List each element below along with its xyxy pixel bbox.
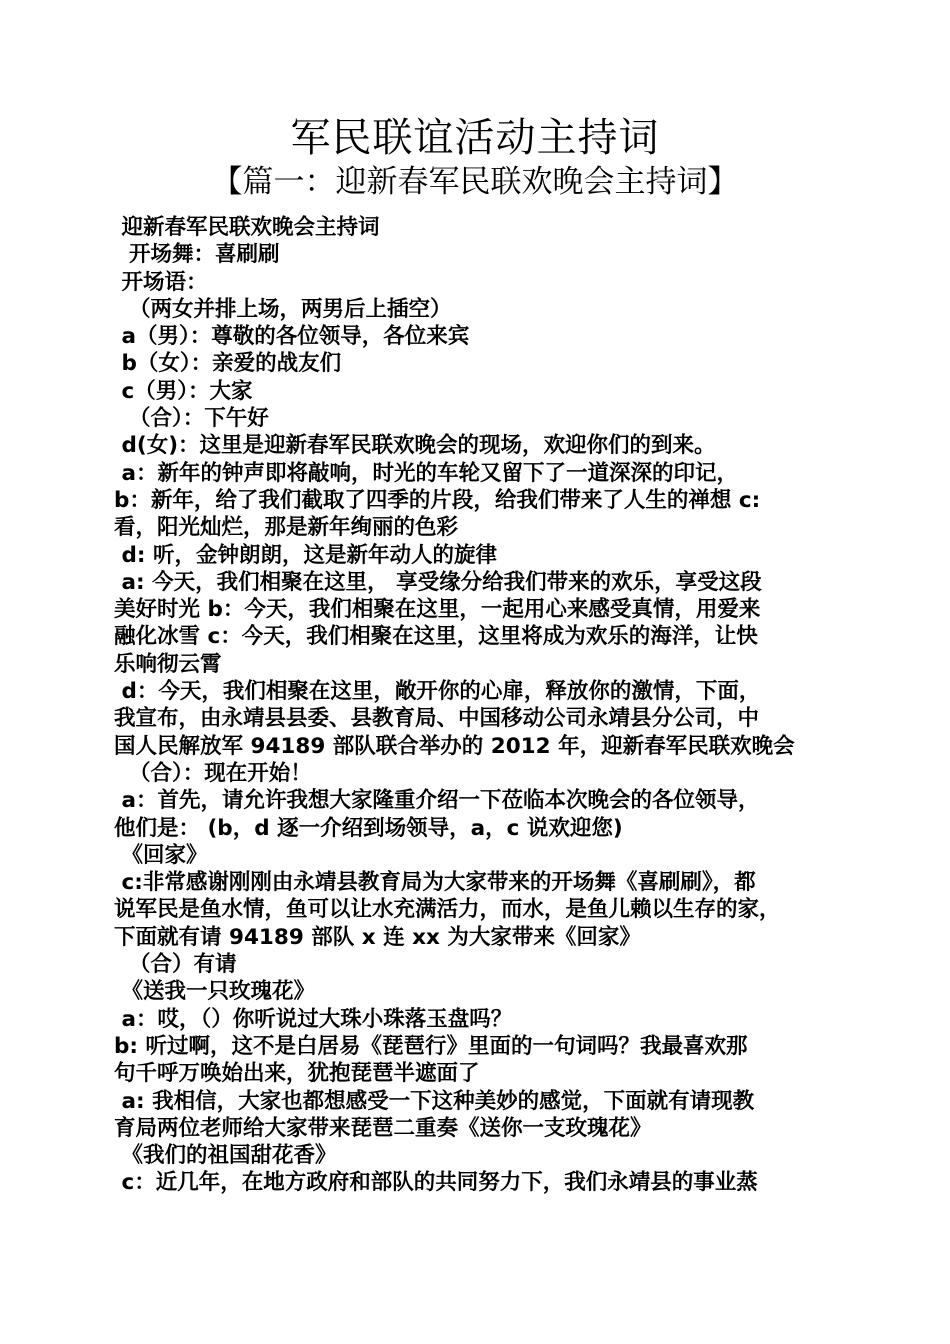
body-line: （合）：下午好: [114, 406, 269, 432]
body-line: 下面就有请 94189 部队 x 连 xx 为大家带来《回家》: [114, 924, 641, 950]
body-line: a：首先，请允许我想大家隆重介绍一下莅临本次晚会的各位领导，: [114, 788, 760, 814]
body-line: 开场语：: [114, 269, 208, 295]
body-line: 育局两位老师给大家带来琵琶二重奏《送你一支玫瑰花》: [114, 1115, 652, 1141]
body-line: 《送我一只玫瑰花》: [114, 979, 315, 1005]
body-line: d(女)：这里是迎新春军民联欢晚会的现场，欢迎你们的到来。: [114, 433, 716, 459]
document-body: [114, 214, 854, 1197]
body-line: 他们是： (b，d 逐一介绍到场领导，a，c 说欢迎您): [114, 815, 623, 841]
body-line: b（女）：亲爱的战友们: [114, 351, 342, 377]
body-line: c（男）：大家: [114, 378, 253, 404]
body-line: a: 我相信，大家也都想感受一下这种美妙的感觉，下面就有请现教: [114, 1088, 755, 1114]
body-line: 看，阳光灿烂，那是新年绚丽的色彩: [114, 515, 459, 541]
body-line: b: 听过啊，这不是白居易《琵琶行》里面的一句词吗？我最喜欢那: [114, 1033, 748, 1059]
body-line: 融化冰雪 c：今天，我们相聚在这里，这里将成为欢乐的海洋，让快: [114, 624, 758, 650]
body-line: 美好时光 b：今天，我们相聚在这里，一起用心来感受真情，用爱来: [114, 597, 761, 623]
body-line: （两女并排上场，两男后上插空）: [114, 296, 452, 322]
body-line: c：近几年，在地方政府和部队的共同努力下，我们永靖县的事业蒸: [114, 1170, 758, 1196]
body-line: 句千呼万唤始出来，犹抱琵琶半遮面了: [114, 1061, 480, 1087]
document-title: 军民联谊活动主持词: [290, 115, 660, 161]
body-line: a（男）：尊敬的各位领导，各位来宾: [114, 324, 470, 350]
body-line: 《我们的祖国甜花香》: [114, 1143, 337, 1169]
body-line: d：今天，我们相聚在这里，敞开你的心扉，释放你的激情，下面，: [114, 679, 761, 705]
body-line: 《回家》: [114, 842, 208, 868]
body-line: 乐响彻云霄: [114, 651, 222, 677]
body-line: 国人民解放军 94189 部队联合举办的 2012 年，迎新春军民联欢晚会: [114, 733, 795, 759]
body-line: （合）有请: [114, 952, 237, 978]
body-line: 我宣布，由永靖县县委、县教育局、中国移动公司永靖县分公司，中: [114, 706, 760, 732]
body-line: b：新年，给了我们截取了四季的片段，给我们带来了人生的禅想 c:: [114, 487, 761, 513]
body-line: a：哎，（）你听说过大珠小珠落玉盘吗？: [114, 1006, 513, 1032]
body-line: 迎新春军民联欢晚会主持词: [114, 215, 380, 240]
body-line: 说军民是鱼水情，鱼可以让水充满活力，而水，是鱼儿赖以生存的家，: [114, 897, 781, 923]
body-line: （合）：现在开始！: [114, 760, 312, 786]
document-subtitle: 【篇一：迎新春军民联欢晚会主持词】: [211, 164, 739, 200]
body-line: 开场舞：喜刷刷: [114, 242, 280, 268]
body-line: d: 听，金钟朗朗，这是新年动人的旋律: [114, 542, 497, 568]
body-line: a: 今天，我们相聚在这里， 享受缘分给我们带来的欢乐，享受这段: [114, 569, 762, 595]
body-line: a：新年的钟声即将敲响，时光的车轮又留下了一道深深的印记，: [114, 460, 738, 486]
body-line: c:非常感谢刚刚由永靖县教育局为大家带来的开场舞《喜刷刷》，都: [114, 870, 756, 896]
